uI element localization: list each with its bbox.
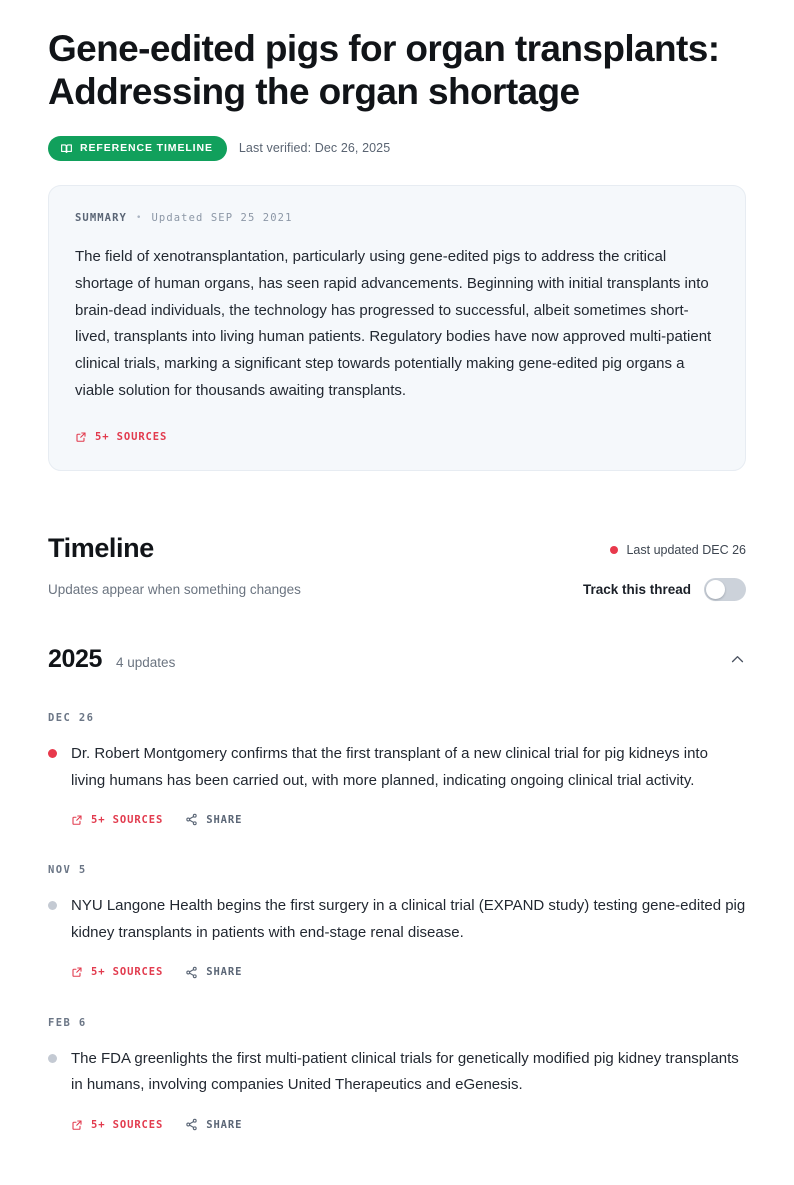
entry-share-button[interactable]	[185, 813, 242, 826]
timeline-subheader	[48, 578, 746, 601]
entry-sources-label: 5+ SOURCES	[91, 966, 164, 979]
reference-timeline-badge	[48, 136, 227, 161]
timeline-subtitle: Updates appear when something changes	[48, 581, 301, 597]
entry-share-label: SHARE	[206, 966, 243, 979]
summary-updated-date: Updated SEP 25 2021	[151, 211, 293, 224]
summary-body-text: The field of xenotransplantation, particularly using gene-edited pigs to address the critical shortage of human organs, has seen rapid advancements. Beginning with initial transplants into brain-dead individuals, the technology has progressed to successful, albeit sometimes short-lived, transplants into living human patients. Regulatory bodies have now approved multi-patient clinical trials, marking a significant step towards potentially making gene-edited pig organs a viable solution for thousands awaiting transplants.	[75, 247, 712, 400]
share-nodes-icon	[185, 813, 198, 826]
page-title: Gene-edited pigs for organ transplants: Addressing the organ shortage	[48, 28, 720, 112]
last-verified-text: Last verified: Dec 26, 2025	[238, 141, 391, 156]
external-link-icon	[75, 431, 87, 443]
external-link-icon	[71, 814, 83, 826]
entry-main	[48, 893, 746, 946]
entry-sources-label: 5+ SOURCES	[91, 1118, 164, 1131]
badge-label: REFERENCE TIMELINE	[80, 142, 213, 155]
year-group-header-2025[interactable]	[48, 645, 746, 674]
entry-actions	[71, 813, 746, 826]
entry-actions	[71, 1118, 746, 1131]
year-group-info	[48, 645, 175, 674]
entry-share-button[interactable]	[185, 966, 242, 979]
entry-text: NYU Langone Health begins the first surgery in a clinical trial (EXPAND study) testing gene-edited pig kidney transplants in patients with end-stage renal disease.	[71, 897, 746, 941]
entry-share-label: SHARE	[206, 1118, 243, 1131]
entry-bullet-icon	[48, 1054, 57, 1063]
entry-share-button[interactable]	[185, 1118, 242, 1131]
timeline-title: Timeline	[48, 532, 154, 563]
timeline-entry	[48, 864, 746, 978]
header-meta-row	[48, 136, 746, 161]
timeline-entry	[48, 712, 746, 826]
summary-card-header	[75, 212, 719, 224]
share-nodes-icon	[185, 1118, 198, 1131]
last-updated-label: Last updated DEC 26	[626, 542, 746, 557]
entry-date: NOV 5	[48, 864, 87, 877]
timeline-entry-list	[48, 712, 746, 1131]
external-link-icon	[71, 966, 83, 978]
track-thread-label: Track this thread	[582, 581, 691, 597]
share-nodes-icon	[185, 966, 198, 979]
entry-main	[48, 1046, 746, 1099]
timeline-header	[48, 533, 746, 564]
entry-date: FEB 6	[48, 1016, 87, 1029]
last-updated-indicator	[610, 533, 746, 557]
entry-actions	[71, 966, 746, 979]
entry-sources-label: 5+ SOURCES	[91, 813, 164, 826]
summary-sources-label: 5+ SOURCES	[95, 430, 168, 443]
chevron-up-icon[interactable]	[729, 651, 746, 668]
entry-sources-link[interactable]	[71, 814, 163, 826]
entry-sources-link[interactable]	[71, 1119, 163, 1131]
entry-bullet-icon	[48, 901, 57, 910]
entry-sources-link[interactable]	[71, 966, 163, 978]
summary-sources-link[interactable]	[75, 431, 167, 443]
summary-card	[48, 185, 746, 471]
status-dot-icon	[610, 546, 618, 554]
book-icon	[60, 142, 73, 155]
track-thread-toggle[interactable]	[704, 578, 746, 601]
track-thread-control[interactable]	[583, 578, 746, 601]
summary-separator: •	[135, 212, 143, 223]
entry-text: The FDA greenlights the first multi-patient clinical trials for genetically modified pig kidney transplants in humans, involving companies United Therapeutics and eGenesis.	[71, 1049, 739, 1094]
entry-share-label: SHARE	[206, 813, 243, 826]
entry-main	[48, 741, 746, 794]
year-label: 2025	[48, 644, 103, 673]
summary-label: SUMMARY	[75, 211, 127, 224]
entry-bullet-icon	[48, 749, 57, 758]
external-link-icon	[71, 1119, 83, 1131]
entry-text: Dr. Robert Montgomery confirms that the first transplant of a new clinical trial for pig kidneys into living humans has been carried out, with more planned, indicating ongoing clinical trial activity.	[71, 744, 708, 789]
timeline-entry	[48, 1017, 746, 1131]
entry-date: DEC 26	[48, 711, 95, 724]
year-update-count: 4 updates	[116, 654, 176, 670]
toggle-knob	[706, 580, 725, 599]
